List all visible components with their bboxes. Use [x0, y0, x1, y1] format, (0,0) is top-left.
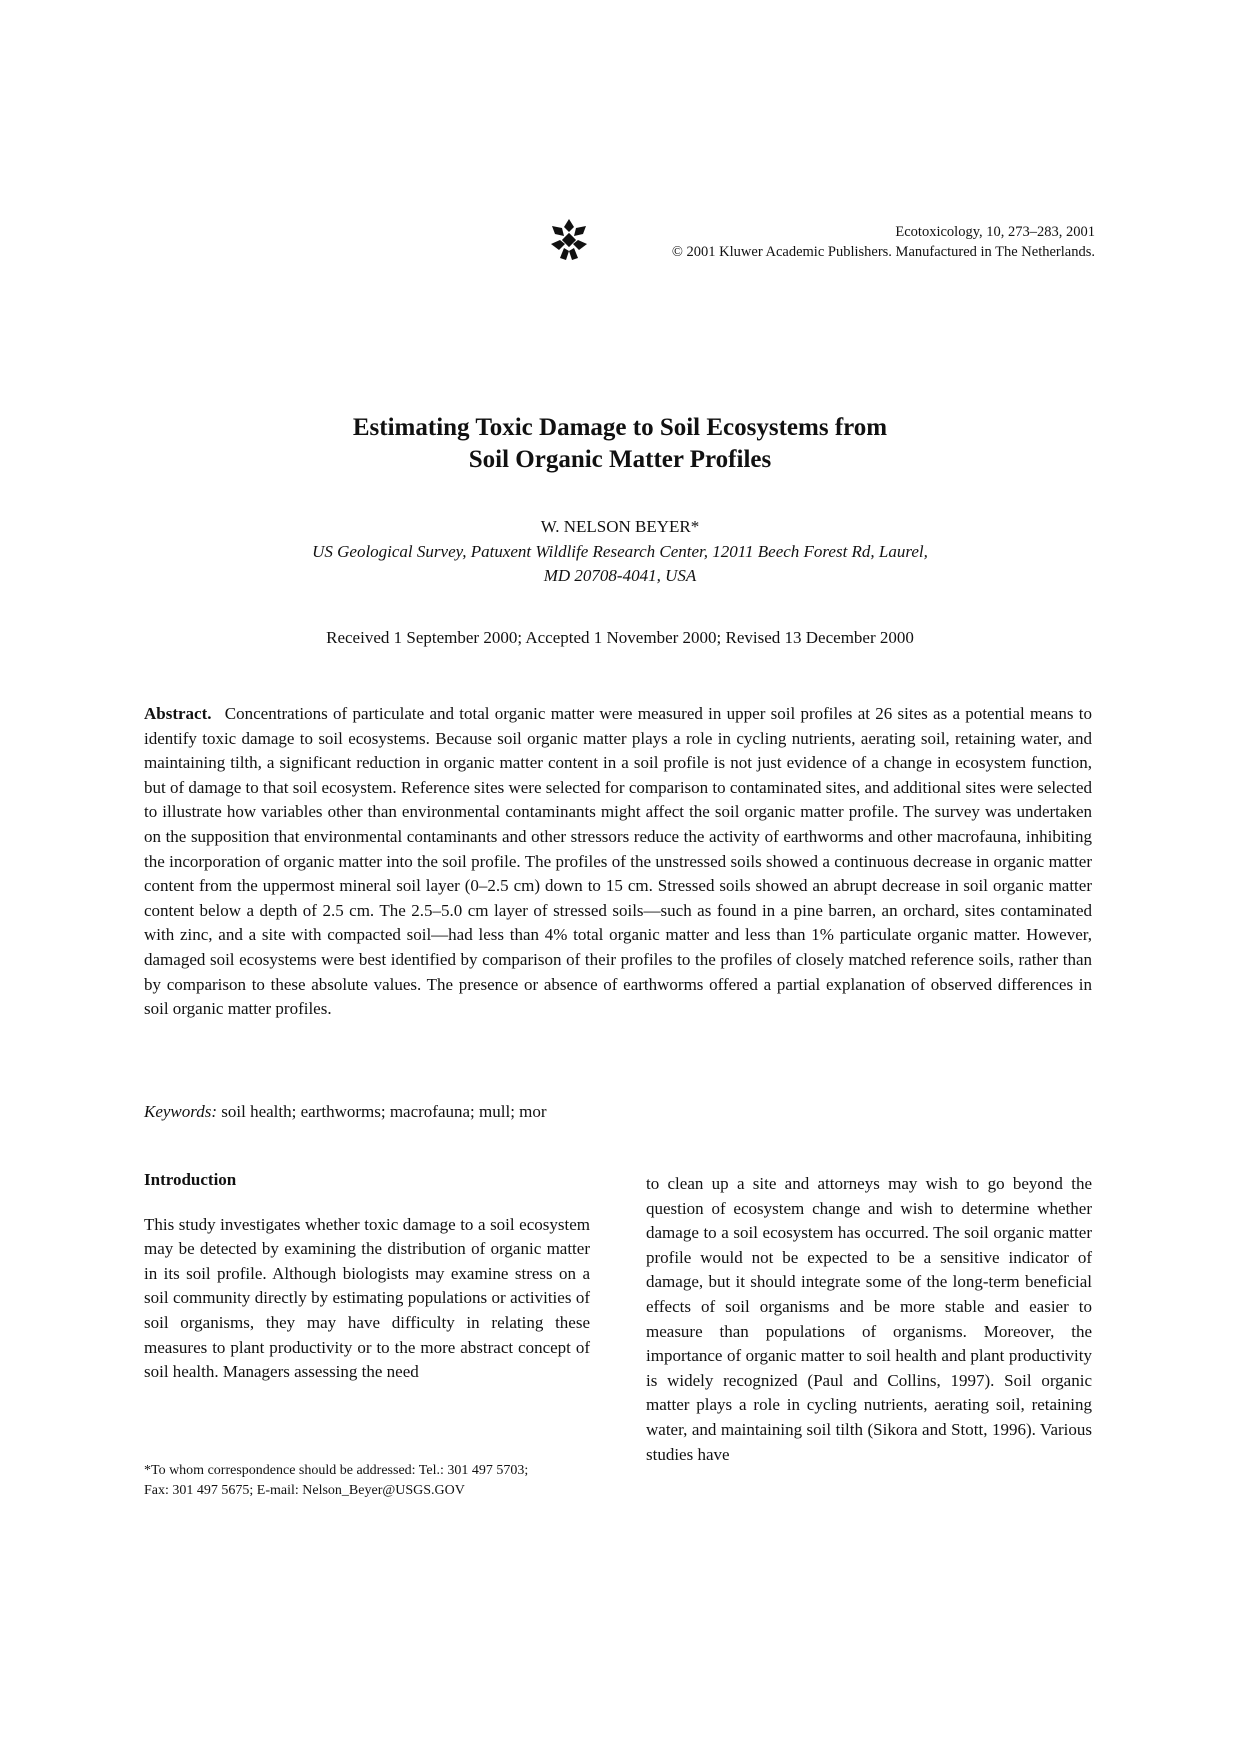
affiliation-line-1: US Geological Survey, Patuxent Wildlife Research Center, 12011 Beech Forest Rd, Laurel,	[312, 542, 928, 561]
title-line-2: Soil Organic Matter Profiles	[468, 446, 772, 473]
section-heading-introduction: Introduction	[144, 1170, 237, 1189]
journal-citation: Ecotoxicology, 10, 273–283, 2001	[895, 224, 1095, 240]
footnote-line-1: *To whom correspondence should be addressed: Tel.: 301 497 5703;	[144, 1463, 529, 1478]
correspondence-footnote	[144, 1461, 590, 1501]
title-line-1: Estimating Toxic Damage to Soil Ecosystems from	[352, 414, 888, 441]
keywords	[144, 1100, 1092, 1124]
right-column	[646, 1172, 1092, 1467]
footnote-line-2: Fax: 301 497 5675; E-mail: Nelson_Beyer@USGS.GOV	[144, 1483, 465, 1498]
abstract-text: Concentrations of particulate and total organic matter were measured in upper soil profiles at 26 sites as a potential means to identify toxic damage to soil ecosystems. Because soil organic matter plays a role in cycling nutrients, aerating soil, retaining water, and maintaining tilth, a significant reduction in organic matter content in a soil profile is not just evidence of a change in ecosystem function, but of damage to that soil ecosystem. Reference sites were selected for comparison to contaminated sites, and additional sites were selected to illustrate how variables other than environmental contaminants might affect the soil organic matter profile. The survey was undertaken on the supposition that environmental contaminants and other stressors reduce the activity of earthworms and other macrofauna, inhibiting the incorporation of organic matter into the soil profile. The profiles of the unstressed soils showed a continuous decrease in organic matter content from the uppermost mineral soil layer (0–2.5 cm) down to 15 cm. Stressed soils showed an abrupt decrease in soil organic matter content below a depth of 2.5 cm. The 2.5–5.0 cm layer of stressed soils—such as found in a pine barren, an orchard, sites contaminated with zinc, and a site with compacted soil—had less than 4% total organic matter and less than 1% particulate organic matter. However, damaged soil ecosystems were best identified by comparison of their profiles to the profiles of closely matched reference soils, rather than by comparison to these absolute values. The presence or absence of earthworms offered a partial explanation of observed differences in soil organic matter profiles.	[144, 704, 1092, 1019]
left-column	[144, 1168, 590, 1385]
publisher-logo-icon	[548, 218, 590, 262]
affiliation-line-2: MD 20708-4041, USA	[543, 566, 697, 585]
intro-paragraph-right: to clean up a site and attorneys may wish to go beyond the question of ecosystem change and wish to determine whether damage to a soil ecosystem has occurred. The soil organic matter profile would not be expected to be a sensitive indicator of damage, but it should integrate some of the long-term beneficial effects of soil organisms and be more stable and easier to measure than populations of organisms. Moreover, the importance of organic matter to soil health and plant productivity is widely recognized (Paul and Collins, 1997). Soil organic matter plays a role in cycling nutrients, aerating soil, retaining water, and maintaining soil tilth (Sikora and Stott, 1996). Various studies have	[646, 1174, 1092, 1464]
copyright-line: © 2001 Kluwer Academic Publishers. Manufactured in The Netherlands.	[671, 244, 1095, 260]
keywords-text: soil health; earthworms; macrofauna; mull; mor	[221, 1102, 547, 1121]
author-name: W. NELSON BEYER*	[540, 517, 700, 536]
author-affiliation	[0, 540, 1240, 588]
abstract	[144, 702, 1092, 1022]
abstract-label: Abstract.	[144, 704, 212, 723]
paper-title	[0, 412, 1240, 476]
intro-paragraph-left: This study investigates whether toxic damage to a soil ecosystem may be detected by examining the distribution of organic matter in its soil profile. Although biologists may examine stress on a soil community directly by estimating populations or activities of soil organisms, they may have difficulty in relating these measures to plant productivity or to the more abstract concept of soil health. Managers assessing the need	[144, 1214, 590, 1382]
submission-dates: Received 1 September 2000; Accepted 1 November 2000; Revised 13 December 2000	[326, 628, 914, 647]
journal-header	[672, 222, 1095, 262]
keywords-label: Keywords:	[144, 1102, 218, 1121]
